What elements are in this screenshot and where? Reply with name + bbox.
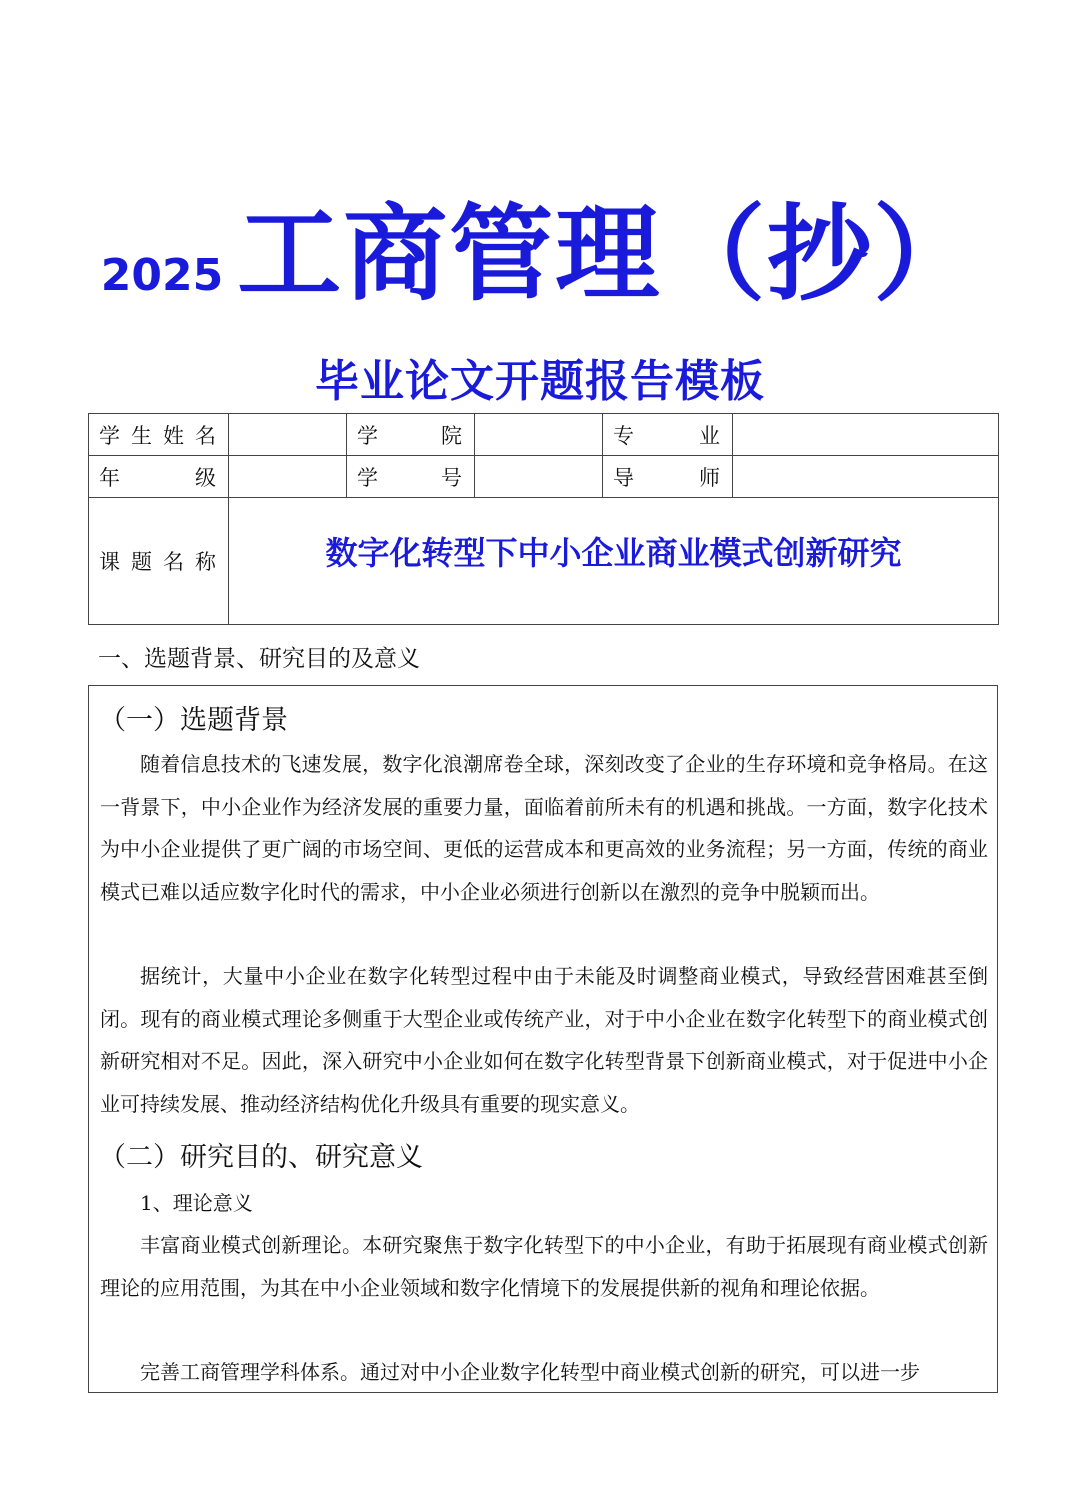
document-subtitle: 毕业论文开题报告模板: [315, 356, 765, 407]
content-box: [88, 685, 998, 1393]
section-heading: 一、选题背景、研究目的及意义: [98, 646, 420, 672]
info-table: [88, 413, 999, 625]
list-item-theory: 1、理论意义: [140, 1191, 253, 1215]
student-id-field[interactable]: [475, 456, 603, 498]
college-field[interactable]: [475, 414, 603, 456]
grade-field[interactable]: [229, 456, 347, 498]
student-name-label: 学生姓名: [89, 414, 229, 456]
topic-title: 数字化转型下中小企业商业模式创新研究: [229, 498, 999, 625]
college-label: 学院: [347, 414, 475, 456]
major-field[interactable]: [733, 414, 999, 456]
grade-label: 年级: [89, 456, 229, 498]
info-row-topic: [89, 498, 999, 625]
title-year: 2025: [100, 250, 224, 301]
student-id-label: 学号: [347, 456, 475, 498]
subsection-heading-purpose: （二）研究目的、研究意义: [99, 1142, 423, 1173]
title-main: 工商管理（抄）: [237, 193, 980, 315]
info-row-1: [89, 414, 999, 456]
major-label: 专业: [603, 414, 733, 456]
info-row-2: [89, 456, 999, 498]
paragraph: 丰富商业模式创新理论。本研究聚焦于数字化转型下的中小企业，有助于拓展现有商业模式创新理论的应用范围，为其在中小企业领域和数字化情境下的发展提供新的视角和理论依据。: [100, 1233, 988, 1300]
student-name-field[interactable]: [229, 414, 347, 456]
advisor-label: 导师: [603, 456, 733, 498]
paragraph: 完善工商管理学科体系。通过对中小企业数字化转型中商业模式创新的研究，可以进一步: [140, 1360, 920, 1384]
paragraph: 随着信息技术的飞速发展，数字化浪潮席卷全球，深刻改变了企业的生存环境和竞争格局。在这一背景下，中小企业作为经济发展的重要力量，面临着前所未有的机遇和挑战。一方面，数字化技术为中小企业提供了更广阔的市场空间、更低的运营成本和更高效的业务流程；另一方面，传统的商业模式已难以适应数字化时代的需求，中小企业必须进行创新以在激烈的竞争中脱颖而出。: [100, 752, 988, 904]
document-title: [0, 170, 1080, 315]
paragraph: 据统计，大量中小企业在数字化转型过程中由于未能及时调整商业模式，导致经营困难甚至倒闭。现有的商业模式理论多侧重于大型企业或传统产业，对于中小企业在数字化转型下的商业模式创新研究相对不足。因此，深入研究中小企业如何在数字化转型背景下创新商业模式，对于促进中小企业可持续发展、推动经济结构优化升级具有重要的现实意义。: [100, 964, 988, 1116]
topic-label: 课题名称: [89, 498, 229, 625]
subsection-heading-background: （一）选题背景: [99, 705, 288, 736]
advisor-field[interactable]: [733, 456, 999, 498]
